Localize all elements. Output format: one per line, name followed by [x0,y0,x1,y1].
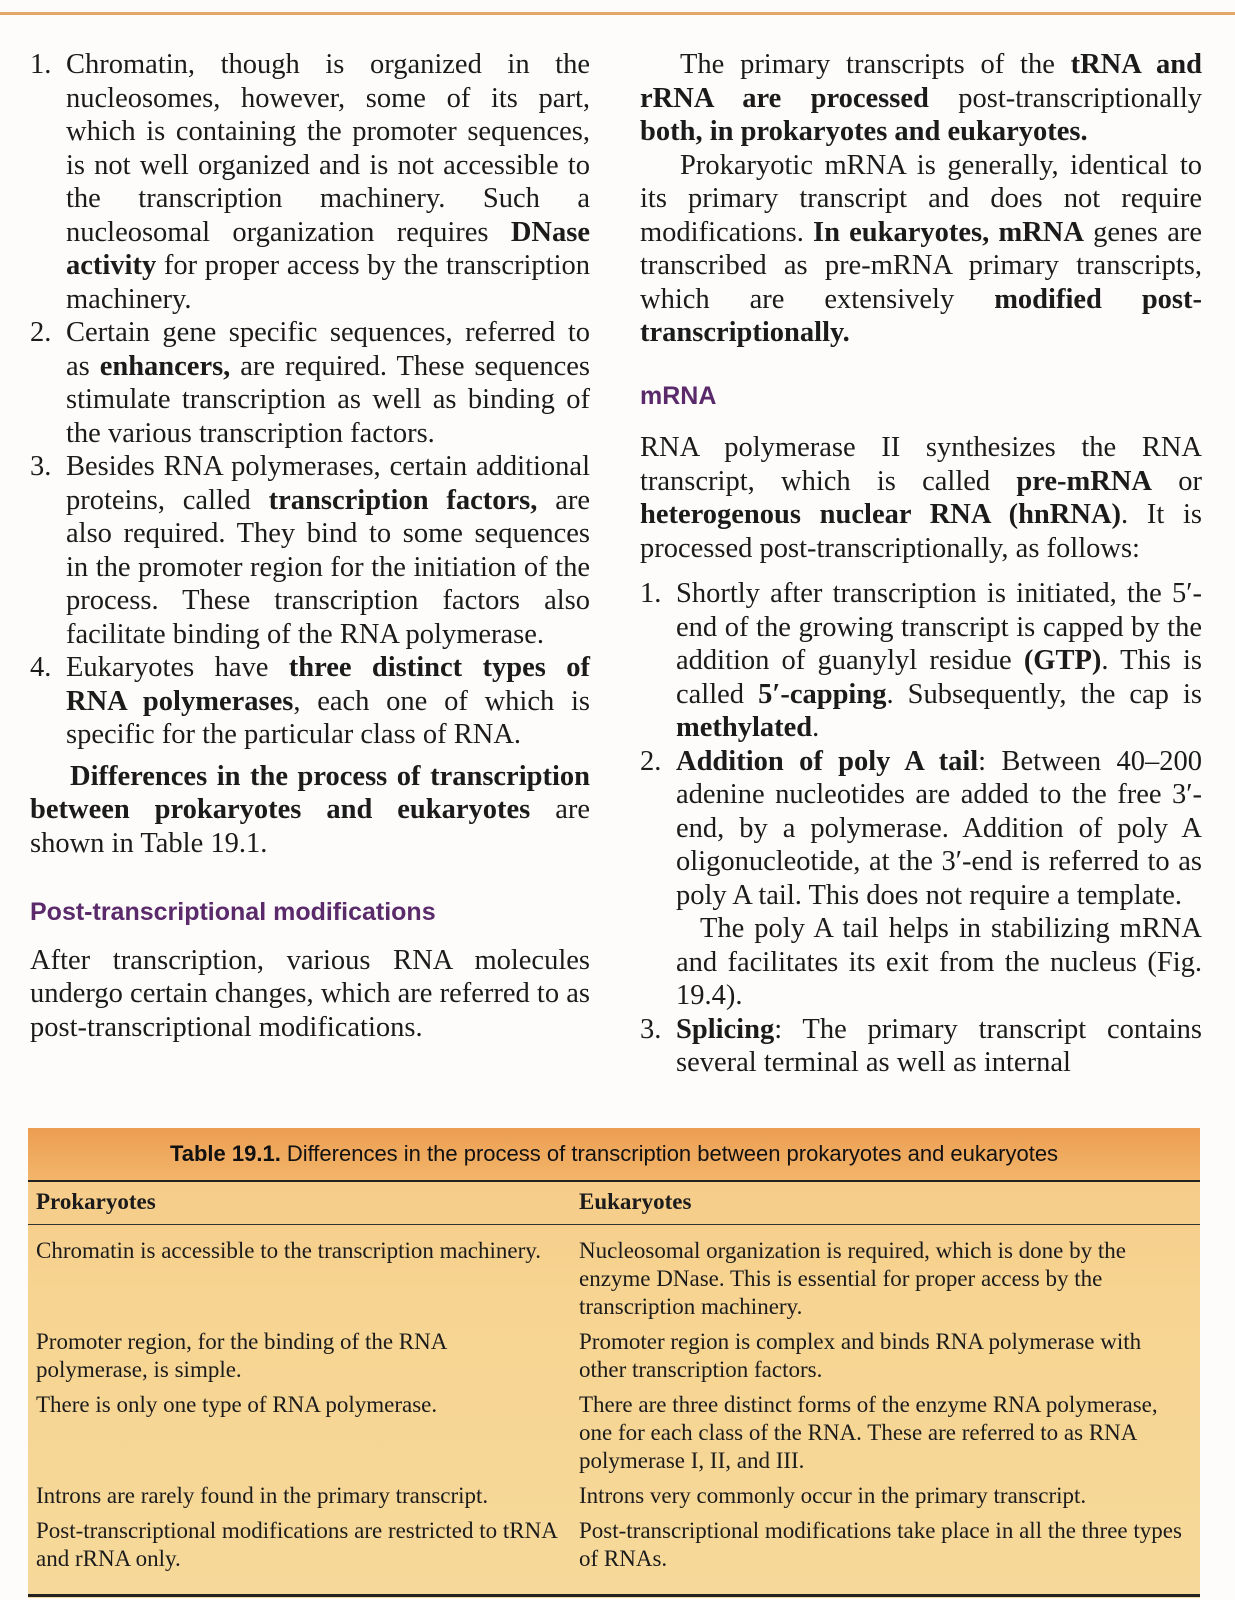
table-grid [28,1182,1200,1577]
table-cell: There are three distinct forms of the enzyme RNA polymerase, one for each class of the RNA. These are referred to as RNA polymerase I, II, and III. [579,1392,1158,1473]
top-rule [0,12,1235,15]
table-caption: Table 19.1. Differences in the process of transcription between prokaryotes and eukaryotes [28,1128,1200,1182]
table-row [28,1225,1200,1326]
section-heading-mrna: mRNA [640,381,717,410]
table-row [28,1479,1200,1514]
post-transcriptional-paragraph: After transcription, various RNA molecules undergo certain changes, which are referred to as post-transcriptional modifications. [30,944,590,1043]
table-cell: Promoter region, for the binding of the RNA polymerase, is simple. [36,1329,447,1382]
table-cell: There is only one type of RNA polymerase. [36,1392,438,1417]
mrna-processing-list [640,577,1202,1080]
list-item: 1. Chromatin, though is organized in the nucleosomes, however, some of its part, which is containing the promoter sequences, is not well organized and is not accessible to the transcription machinery. Such a nucleosomal organization requires DNase activity for proper access by the transcription machinery. [30,49,590,315]
processing-paragraph: The primary transcripts of the tRNA and rRNA are processed post-transcriptionally both, in prokaryotes and eukaryotes. [640,49,1203,147]
table-row [28,1514,1200,1577]
left-column [30,48,590,1044]
right-column [640,48,1202,1080]
column-header: Eukaryotes [571,1182,1200,1225]
list-item: 3. Splicing: The primary transcript contains several terminal as well as internal [640,1013,1202,1078]
table-cell: Post-transcriptional modifications take place in all the three types of RNAs. [579,1518,1182,1571]
table-cell: Introns very commonly occur in the primary transcript. [579,1483,1087,1508]
rna-polymerase-paragraph: RNA polymerase II synthesizes the RNA transcript, which is called pre-mRNA or heterogenous nuclear RNA (hnRNA). It is processed post-transcriptionally, as follows: [640,432,1203,564]
table-header-row [28,1182,1200,1225]
differences-paragraph: Differences in the process of transcription between prokaryotes and eukaryotes are shown in Table 19.1. [30,760,590,859]
requirements-list [30,48,590,752]
list-item: 2. Addition of poly A tail: Between 40–200 adenine nucleotides are added to the free 3′-end, by a polymerase. Addition of poly A oligonucleotide, at the 3′-end is referred to as poly A tail. This does not require a template. The poly A tail helps in stabilizing mRNA and facilitates its exit from the nucleus (Fig. 19.4). [640,745,1202,1011]
table-cell: Nucleosomal organization is required, which is done by the enzyme DNase. This is essential for proper access by the transcription machinery. [579,1238,1126,1319]
column-header: Prokaryotes [28,1182,571,1225]
poly-a-paragraph: The poly A tail helps in stabilizing mRNA and facilitates its exit from the nucleus (Fig. 19.4). [676,913,1202,1011]
table-cell: Chromatin is accessible to the transcription machinery. [36,1238,542,1263]
table-cell: Promoter region is complex and binds RNA polymerase with other transcription factors. [579,1329,1142,1382]
table-row [28,1388,1200,1479]
list-item: 3. Besides RNA polymerases, certain additional proteins, called transcription factors, are also required. They bind to some sequences in the promoter region for the initiation of the process. These transcription factors also facilitate binding of the RNA polymerase. [30,451,590,650]
list-item: 4. Eukaryotes have three distinct types of RNA polymerases, each one of which is specific for the particular class of RNA. [30,652,590,750]
list-item: 1. Shortly after transcription is initiated, the 5′-end of the growing transcript is capped by the addition of guanylyl residue (GTP). This is called 5′-capping. Subsequently, the cap is methylated. [640,578,1202,743]
list-item: 2. Certain gene specific sequences, referred to as enhancers, are required. These sequences stimulate transcription as well as binding of the various transcription factors. [30,317,590,449]
comparison-table [28,1128,1200,1598]
bottom-rule [28,1594,1200,1597]
section-heading-post-transcriptional: Post-transcriptional modifications [30,898,436,926]
table-cell: Introns are rarely found in the primary transcript. [36,1483,489,1508]
eukaryotic-mrna-paragraph: Prokaryotic mRNA is generally, identical to its primary transcript and does not require modifications. In eukaryotes, mRNA genes are transcribed as pre-mRNA primary transcripts, which are extensively modified post-transcriptionally. [640,149,1203,348]
table-row [28,1325,1200,1388]
table-cell: Post-transcriptional modifications are restricted to tRNA and rRNA only. [36,1518,557,1571]
